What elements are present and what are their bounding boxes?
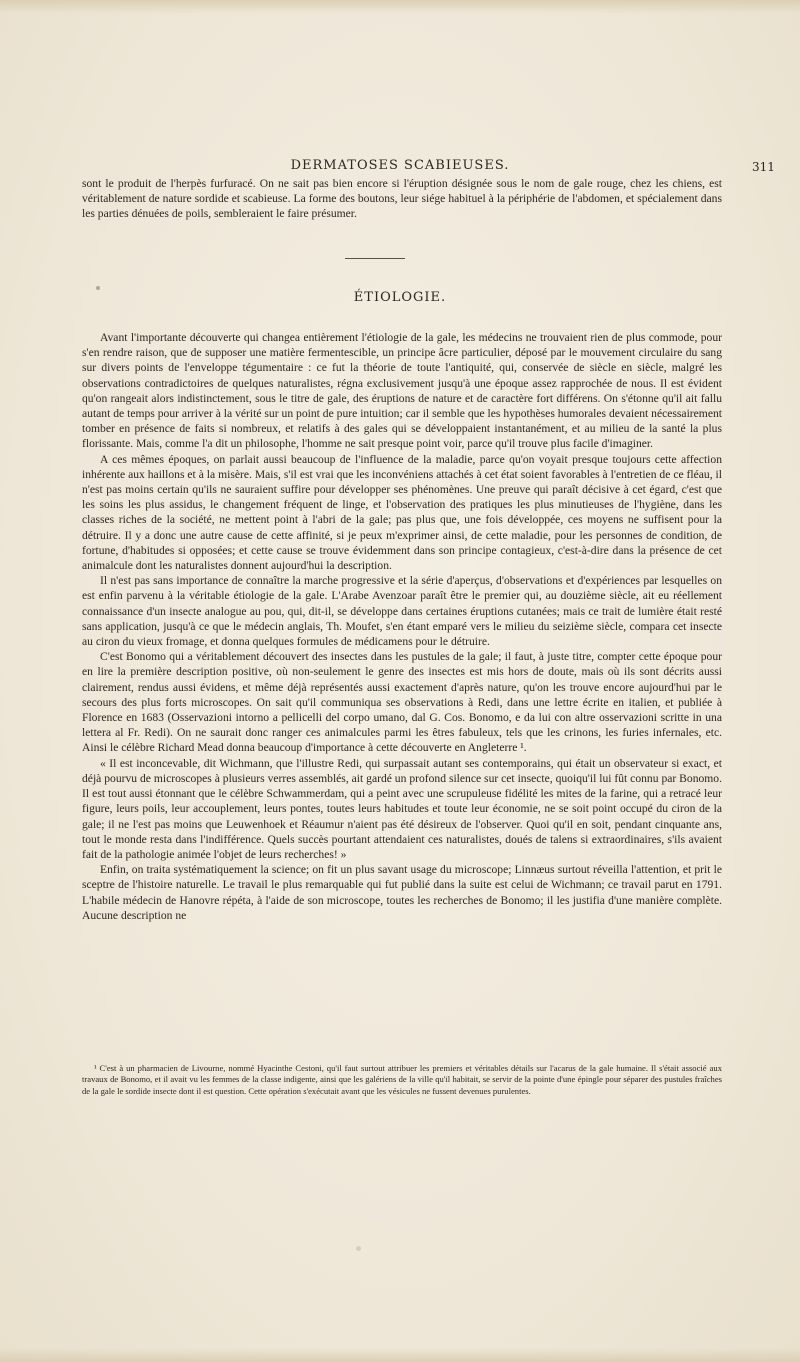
section-title: ÉTIOLOGIE.: [353, 290, 447, 305]
footnote-text: ¹ C'est à un pharmacien de Livourne, nommé Hyacinthe Cestoni, qu'il faut surtout attribuer les premiers et véritables détails sur l'acarus de la gale humaine. Il s'était associé aux travaux de Bonomo, et il avait vu les femmes de la classe indigente, ainsi que les galériens de la ville qu'il habitait, se servir de la pointe d'une épingle pour séparer des pustules fraîches de la gale le sordide insecte dont il est question. Cette opération s'exécutait avant que les vésicules ne fussent devenues purulentes.: [82, 1063, 722, 1096]
paragraph: Avant l'importante découverte qui changea entièrement l'étiologie de la gale, les médecins ne trouvaient rien de plus commode, pour s'en rendre raison, que de supposer une matière fermentescible, un principe âcre particulier, déposé par le mouvement circulaire du sang sur divers points de l'enveloppe tégumentaire : ce fut la théorie de toute l'antiquité, qui, conservée de siècle en siècle, malgré les observations contradictoires de quelques naturalistes, régna exclusivement jusqu'à une époque assez rapprochée de nous. Il est évident qu'on rangeait alors indistinctement, sous le titre de gale, des éruptions de nature et de caractère fort différens. On s'étonne qu'il ait fallu autant de temps pour arriver à la vérité sur un point de pure intuition; car il semble que les hypothèses humorales devaient nécessairement tomber en présence de faits si nombreux, et relatifs à des gales qui se développaient instantanément, et au milieu de la santé la plus florissante. Mais, comme l'a dit un philosophe, l'homme ne sait presque point voir, parce qu'il trouve plus facile d'imaginer.: [82, 331, 722, 451]
main-text: [82, 330, 722, 923]
paragraph: Il n'est pas sans importance de connaître la marche progressive et la série d'aperçus, d'observations et d'expériences par lesquelles on est enfin parvenu à la véritable étiologie de la gale. L'Arabe Avenzoar paraît être le premier qui, au douzième siècle, ait eu réellement connaissance d'un insecte analogue au pou, qui, dit-il, se développe dans certaines éruptions cutanées; mais ce trait de lumière était resté sans application, jusqu'à ce que le médecin anglais, Th. Moufet, s'en étant emparé vers le milieu du seizième siècle, compara cet insecte au ciron du vieux fromage, et donna quelques formules de médicamens pour le détruire.: [82, 574, 722, 649]
page-edge-bottom: [0, 1348, 800, 1362]
paper-stain: [356, 1246, 361, 1251]
paragraph: « Il est inconcevable, dit Wichmann, que l'illustre Redi, qui surpassait autant ses contemporains, qui était un observateur si exact, et déjà pourvu de microscopes à plusieurs verres assemblés, ait gardé un profond silence sur cet insecte, quoiqu'il lui fût connu par Bonomo. Il est tout aussi étonnant que le célèbre Schwammerdam, qui a peint avec une scrupuleuse fidélité les mites de la farine, qui a retracé leur figure, leurs poils, leur accouplement, leurs pontes, toutes leurs habitudes et toute leur économie, ne se soit point occupé du ciron de la gale; il ne l'est pas moins que Leuwenhoek et Réaumur n'aient pas été désireux de l'observer. Quoi qu'il en soit, pendant cinquante ans, tout le monde resta dans l'indifférence. Quels succès pourtant attendaient ces naturalistes, doués de talens si extraordinaires, s'ils avaient fait de la pathologie animée l'objet de leurs recherches! »: [82, 756, 722, 861]
running-head: DERMATOSES SCABIEUSES.: [290, 158, 510, 173]
footnote: [82, 1063, 722, 1097]
section-divider: [345, 258, 405, 259]
intro-text: [82, 176, 722, 222]
page-edge-top: [0, 0, 800, 14]
intro-paragraph: sont le produit de l'herpès furfuracé. On ne sait pas bien encore si l'éruption désignée sous le nom de gale rouge, chez les chiens, est véritablement de nature sordide et scabieuse. La forme des boutons, leur siége habituel à la périphérie de l'abdomen, et spécialement dans les parties dénuées de poils, sembleraient le faire présumer.: [82, 177, 722, 221]
page-number: 311: [752, 160, 775, 174]
paragraph: C'est Bonomo qui a véritablement découvert des insectes dans les pustules de la gale; il faut, à juste titre, compter cette époque pour en lire la première description positive, où non-seulement le genre des insectes est mis hors de doute, mais où ils sont décrits aussi clairement, rendus aussi évidens, et même déjà représentés aussi exactement d'après nature, qu'on les trouve encore aujourd'hui par le secours des plus forts microscopes. On sait qu'il communiqua ses observations à Redi, dans une lettre écrite en italien, et publiée à Florence en 1683 (Osservazioni intorno a pellicelli del corpo umano, dal G. Cos. Bonomo, e da lui con altre osservazioni scritte in una lettera al Fr. Redi). On ne saurait donc ranger ces animalcules parmi les êtres fabuleux, tels que les crinons, les furies infernales, etc. Ainsi le célèbre Richard Mead donna beaucoup d'importance à cette découverte en Angleterre ¹.: [82, 650, 722, 755]
paragraph: Enfin, on traita systématiquement la science; on fit un plus savant usage du microscope; Linnæus surtout réveilla l'attention, et prit le sceptre de l'histoire naturelle. Le travail le plus remarquable qui fut publié dans la suite est celui de Wichmann; ce travail parut en 1791. L'habile médecin de Hanovre répéta, à l'aide de son microscope, toutes les recherches de Bonomo; il les justifia d'une manière complète. Aucune description ne: [82, 863, 722, 922]
paragraph: A ces mêmes époques, on parlait aussi beaucoup de l'influence de la maladie, parce qu'on voyait presque toujours cette affection inhérente aux haillons et à la misère. Mais, s'il est vrai que les inconvéniens attachés à cet état soient favorables à l'entretien de ce fléau, il n'est pas moins certain qu'ils ne sauraient suffire pour développer ses phénomènes. Une preuve qui paraît décisive à cet égard, c'est que les soins les plus assidus, le changement fréquent de linge, et l'observation des pratiques les plus minutieuses de l'hygiène, dans les classes riches de la société, ne mettent point à l'abri de la gale; pas plus que, une fois développée, ces moyens ne suffisent pour la détruire. Il y a donc une autre cause de cette affinité, si je peux m'exprimer ainsi, de cette maladie, pour les personnes de condition, de fortune, d'habitudes si opposées; et cette cause se trouve évidemment dans son principe contagieux, c'est-à-dire dans la présence de cet animalcule dont les naturalistes donnent aujourd'hui la description.: [82, 452, 722, 573]
